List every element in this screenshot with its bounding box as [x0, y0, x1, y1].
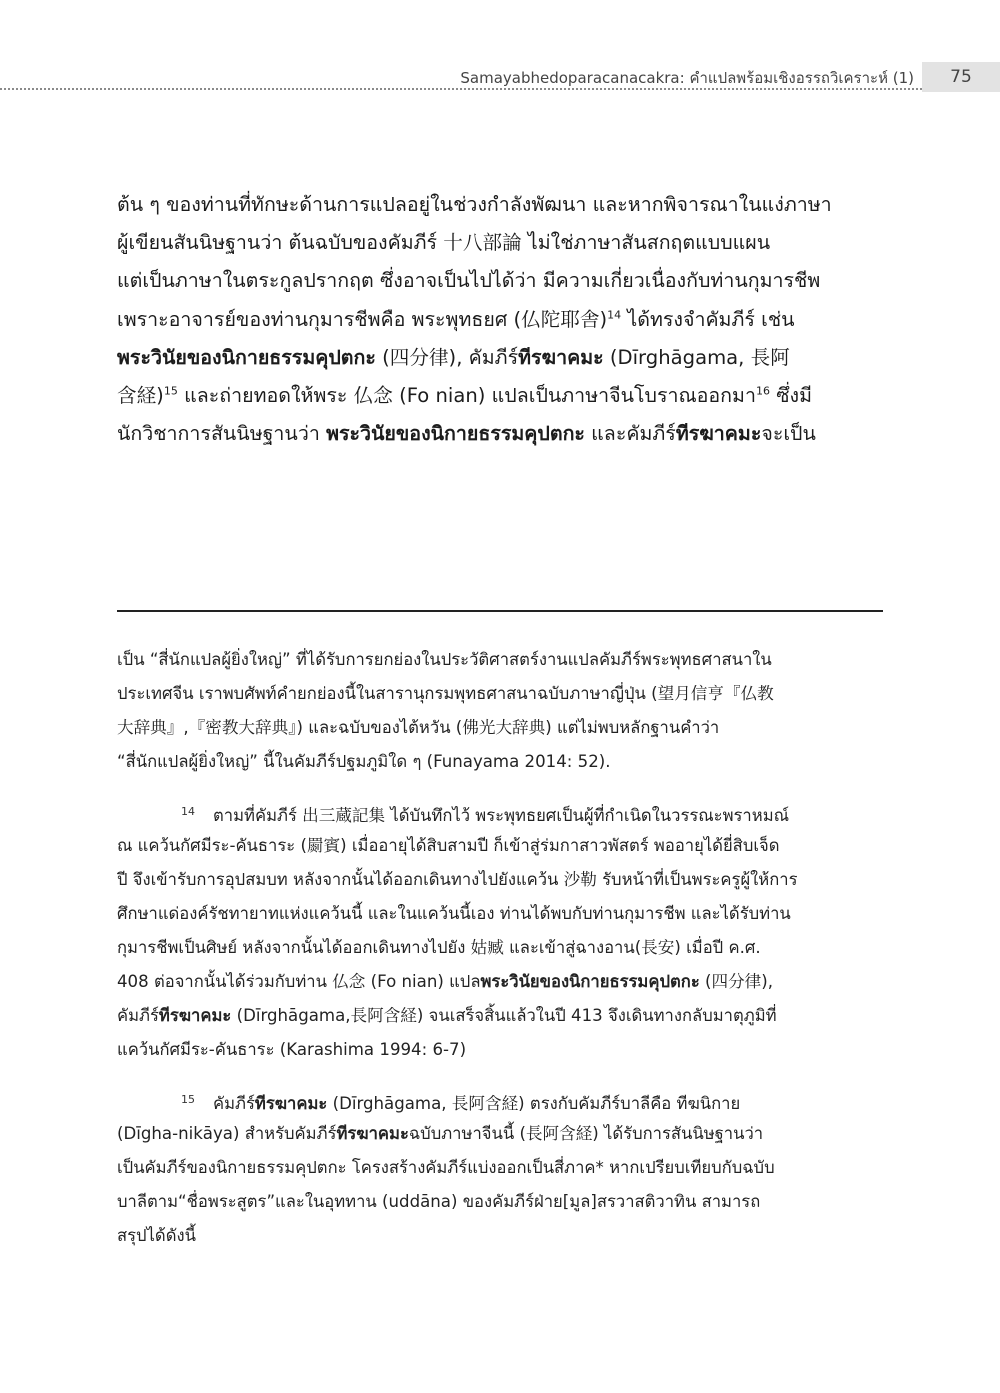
body-text-run: ซึ่งมี	[769, 383, 812, 407]
bold-term: ทีรฆาคมะ	[254, 1094, 328, 1113]
footnote-text-run: ตามที่คัมภีร์ 出三蔵記集 ได้บันทึกไว้ พระพุทธยศเป็นผู้ที่กำเนิดในวรรณะพราหมณ์	[213, 806, 790, 825]
footnote-14-line	[117, 965, 883, 999]
footnote-15-line: บาลีตาม“ชื่อพระสูตร”และในอุททาน (uddāna) ของคัมภีร์ฝ่าย[มูล]สรวาสติวาทิน สามารถ	[117, 1192, 761, 1211]
footnote-14-line	[117, 999, 883, 1033]
body-line-7	[117, 415, 883, 453]
footnote-14-line: แคว้นกัศมีระ-คันธาระ (Karashima 1994: 6-7)	[117, 1040, 467, 1059]
bold-term: พระวินัยของนิกายธรรมคุปตกะ	[480, 972, 700, 991]
bold-term: พระวินัยของนิกายธรรมคุปตกะ	[117, 345, 376, 369]
footnote-14-line: ณ แคว้นกัศมีระ-คันธาระ (罽賓) เมื่ออายุได้สิบสามปี ก็เข้าสู่ร่มกาสาวพัสตร์ พออายุได้ยี่สิบเจ็ด	[117, 836, 780, 855]
footnote-text-run: (Dīgha-nikāya) สำหรับคัมภีร์	[117, 1124, 337, 1143]
footnote-15-line: เป็นคัมภีร์ของนิกายธรรมคุปตกะ โครงสร้างคัมภีร์แบ่งออกเป็นสี่ภาค* หากเปรียบเทียบกับฉบับ	[117, 1158, 775, 1177]
body-line-5	[117, 339, 883, 377]
bold-term: พระวินัยของนิกายธรรมคุปตกะ	[326, 422, 585, 446]
footnote-14-line: ปี จึงเข้ารับการอุปสมบท หลังจากนั้นได้ออกเดินทางไปยังแคว้น 沙勒 รับหน้าที่เป็นพระครูผู้ให้การ	[117, 870, 798, 889]
footnote-text-run: คัมภีร์	[117, 1006, 159, 1025]
footnote-15-line	[117, 1117, 883, 1151]
bold-term: ทีรฆาคมะ	[336, 1124, 409, 1143]
body-text-run: (Dīrghāgama, 長阿	[603, 345, 790, 369]
body-line-3: แต่เป็นภาษาในตระกูลปรากฤต ซึ่งอาจเป็นไปได้ว่า มีความเกี่ยวเนื่องกับท่านกุมารชีพ	[117, 269, 821, 293]
footnote-continued-line: เป็น “สี่นักแปลผู้ยิ่งใหญ่” ที่ได้รับการยกย่องในประวัติศาสตร์งานแปลคัมภีร์พระพุทธศาสนาใน	[117, 650, 772, 669]
bold-term: ทีรฆาคมะ	[518, 345, 604, 369]
footnote-ref-14[interactable]: 14	[607, 308, 622, 322]
body-text-run: และถ่ายทอดให้พระ 仏念 (Fo nian) แปลเป็นภาษาจีนโบราณออกมา	[177, 383, 756, 407]
body-line-2: ผู้เขียนสันนิษฐานว่า ต้นฉบับของคัมภีร์ 十八部論 ไม่ใช่ภาษาสันสกฤตแบบแผน	[117, 231, 771, 255]
body-line-4	[117, 301, 883, 339]
body-text-run: เพราะอาจารย์ของท่านกุมารชีพคือ พระพุทธยศ (仏陀耶舎)	[117, 307, 608, 331]
footnote-text-run: (四分律),	[699, 972, 774, 991]
footnote-gap	[117, 779, 883, 795]
running-header	[0, 62, 1000, 92]
body-text-run: ได้ทรงจำคัมภีร์ เช่น	[621, 307, 795, 331]
footnote-ref-15[interactable]: 15	[163, 384, 178, 398]
footnote-number: 14	[181, 805, 195, 818]
body-text-run: 含経)	[117, 383, 164, 407]
body-line-6	[117, 377, 883, 415]
page-number: 75	[922, 62, 1000, 92]
footnote-15-line: สรุปได้ดังนี้	[117, 1226, 196, 1245]
body-text-run: และคัมภีร์	[584, 422, 676, 446]
bold-term: ทีรฆาคมะ	[675, 422, 762, 446]
footnote-text-run: (Dīrghāgama,長阿含経) จนเสร็จสิ้นแล้วในปี 413 จึงเดินทางกลับมาตุภูมิที่	[231, 1006, 777, 1025]
body-text-run: นักวิชาการสันนิษฐานว่า	[117, 422, 327, 446]
main-paragraph	[117, 186, 883, 453]
bold-term: ทีรฆาคมะ	[158, 1006, 232, 1025]
footnote-ref-16[interactable]: 16	[755, 384, 770, 398]
running-title: Samayabhedoparacanacakra: คำแปลพร้อมเชิงอรรถวิเคราะห์ (1)	[460, 69, 914, 87]
footnote-continued-line: “สี่นักแปลผู้ยิ่งใหญ่” นี้ในคัมภีร์ปฐมภูมิใด ๆ (Funayama 2014: 52).	[117, 752, 611, 771]
footnote-separator	[117, 610, 883, 612]
body-text-run: (四分律), คัมภีร์	[375, 345, 519, 369]
footnote-text-run: คัมภีร์	[213, 1094, 255, 1113]
footnote-gap	[117, 1067, 883, 1083]
footnote-number: 15	[181, 1093, 195, 1106]
footnote-continued-line: 大辞典』,『密教大辞典』) และฉบับของไต้หวัน (佛光大辞典) แต่ไม่พบหลักฐานคำว่า	[117, 718, 720, 737]
footnote-15-first-line	[117, 1083, 883, 1117]
footnote-text-run: (Dīrghāgama, 長阿含経) ตรงกับคัมภีร์บาลีคือ ทีฆนิกาย	[327, 1094, 741, 1113]
footnote-text-run: 408 ต่อจากนั้นได้ร่วมกับท่าน 仏念 (Fo nian) แปล	[117, 972, 481, 991]
footnotes	[117, 643, 883, 1253]
footnote-continued-line: ประเทศจีน เราพบศัพท์คำยกย่องนี้ในสารานุกรมพุทธศาสนาฉบับภาษาญี่ปุ่น (望月信亨『仏教	[117, 684, 774, 703]
footnote-14-line: กุมารชีพเป็นศิษย์ หลังจากนั้นได้ออกเดินทางไปยัง 姑臧 และเข้าสู่ฉางอาน(長安) เมื่อปี ค.ศ.	[117, 938, 761, 957]
footnote-text-run: ฉบับภาษาจีนนี้ (長阿含経) ได้รับการสันนิษฐานว่า	[408, 1124, 764, 1143]
body-line-1: ต้น ๆ ของท่านที่ทักษะด้านการแปลอยู่ในช่วงกำลังพัฒนา และหากพิจารณาในแง่ภาษา	[117, 193, 832, 216]
footnote-14-line: ศึกษาแด่องค์รัชทายาทแห่งแคว้นนี้ และในแคว้นนี้เอง ท่านได้พบกับท่านกุมารชีพ และได้รับท่าน	[117, 904, 791, 923]
body-text-run: จะเป็น	[761, 422, 816, 446]
footnote-14-first-line	[117, 795, 883, 829]
